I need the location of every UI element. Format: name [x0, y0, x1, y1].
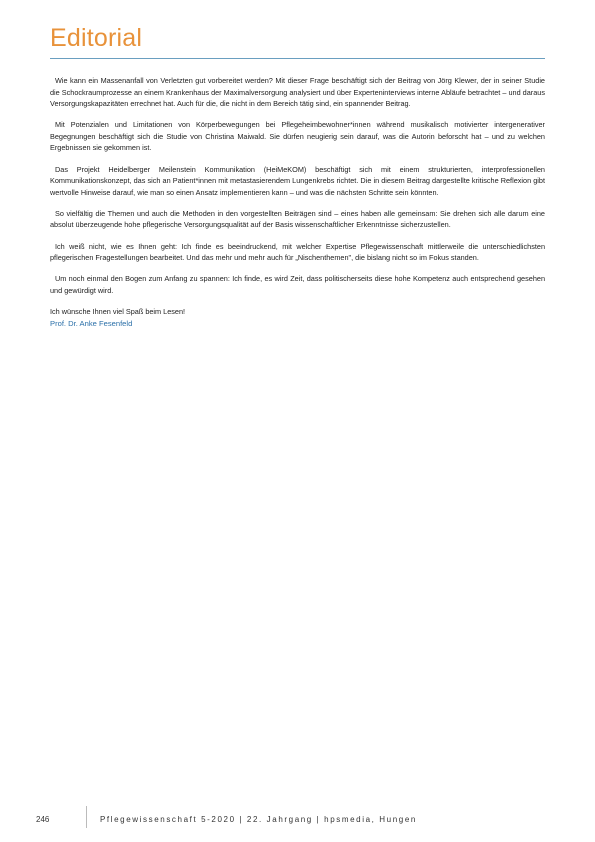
paragraph-5: Ich weiß nicht, wie es Ihnen geht: Ich finde es beeindruckend, mit welcher Expertise Pflegewissenschaft mittlerweile die unterschiedlichsten pflegerischen Fragestellungen bearbeitet. Und das mehr und mehr auch für „Nischenthemen", die bislang nicht so im Fokus standen. [50, 241, 545, 263]
paragraph-2: Mit Potenzialen und Limitationen von Körperbewegungen bei Pflegeheimbewohner*innen während musikalisch motivierter intergenerativer Begegnungen beschäftigt sich die Studie von Christina Maiwald. Sie dürfen neugierig sein darauf, was die Autorin beforscht hat – und zu welchen Ergebnissen sie gekommen ist. [50, 120, 545, 153]
paragraph-4: So vielfältig die Themen und auch die Methoden in den vorgestellten Beiträgen sind – eines haben alle gemeinsam: Sie drehen sich alle darum eine absolut überzeugende hohe pflegerische Versorgungsqualität auf der Basis wissenschaftlicher Erkenntnisse sicherzustellen. [50, 208, 545, 230]
author-signature: Prof. Dr. Anke Fesenfeld [50, 318, 133, 328]
paragraph-1: Wie kann ein Massenanfall von Verletzten gut vorbereitet werden? Mit dieser Frage beschäftigt sich der Beitrag von Jörg Klewer, der in seiner Studie die Schockraumprozesse an einem Krankenhaus der Maximalversorgung analysiert und über Experteninterviews interne Abläufe betrachtet – und daraus Versorgungskapazitäten errechnet hat. Auch für die, die nicht in dem Bereich tätig sind, ein spannender Beitrag. [50, 76, 545, 109]
paragraph-6: Um noch einmal den Bogen zum Anfang zu spannen: Ich finde, es wird Zeit, dass politischerseits diese hohe Kompetenz auch entsprechend gesehen und gewürdigt wird. [50, 274, 545, 295]
title-divider [50, 58, 545, 59]
footer-separator [86, 806, 87, 828]
journal-footer: Pflegewissenschaft 5-2020 | 22. Jahrgang | hpsmedia, Hungen [100, 815, 417, 824]
editorial-body [50, 75, 545, 329]
closing-line: Ich wünsche Ihnen viel Spaß beim Lesen! [50, 306, 186, 316]
paragraph-3: Das Projekt Heidelberger Meilenstein Kommunikation (HeiMeKOM) beschäftigt sich mit einem strukturierten, interprofessionellen Kommunikationskonzept, das sich an Patient*innen mit metastasierendem Lungenkrebs richtet. Die in diesem Beitrag dargestellte kritische Reflexion gibt wertvolle Hinweise darauf, wie man so einen Ansatz implementieren kann – und was die nächsten Schritte sein könnten. [50, 164, 545, 197]
page-title: Editorial [50, 24, 143, 52]
page-number: 246 [36, 815, 50, 824]
